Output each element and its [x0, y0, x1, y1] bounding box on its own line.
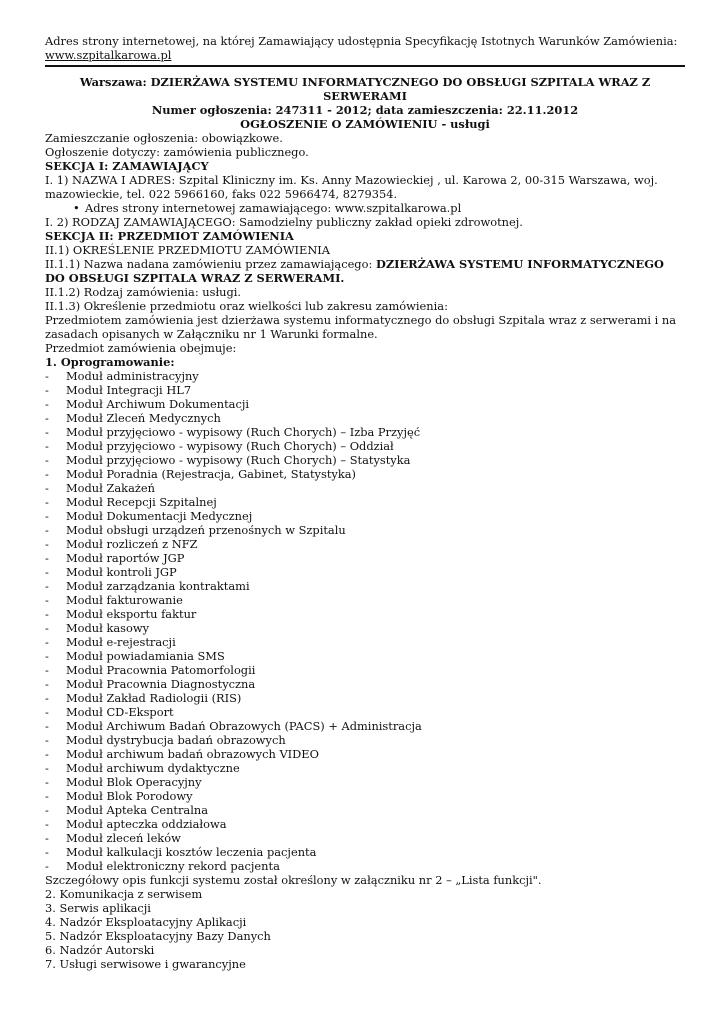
module-item: - Moduł Pracownia Diagnostyczna — [45, 677, 685, 691]
module-item: - Moduł apteczka oddziałowa — [45, 817, 685, 831]
detail-note: Szczegółowy opis funkcji systemu został określony w załączniku nr 2 – „Lista funkcji". — [45, 873, 542, 887]
section-2-heading: SEKCJA II: PRZEDMIOT ZAMÓWIENIA — [45, 229, 294, 243]
numbered-item: 3. Serwis aplikacji — [45, 901, 151, 915]
order-name-value: DZIERŻAWA SYSTEMU INFORMATYCZNEGO DO OBSŁUGI SZPITALA WRAZ Z SERWERAMI. — [45, 257, 664, 285]
module-item: - Moduł raportów JGP — [45, 551, 685, 565]
module-item: - Moduł administracyjny — [45, 369, 685, 383]
section-1-bullets — [45, 201, 685, 215]
section-1-heading: SEKCJA I: ZAMAWIAJĄCY — [45, 159, 209, 173]
item-list — [45, 887, 685, 971]
module-item: - Moduł obsługi urządzeń przenośnych w Szpitalu — [45, 523, 685, 537]
module-item: - Moduł dystrybucja badań obrazowych — [45, 733, 685, 747]
concerns-note: Ogłoszenie dotyczy: zamówienia publicznego. — [45, 145, 309, 159]
module-item: - Moduł kontroli JGP — [45, 565, 685, 579]
module-item: - Moduł eksportu faktur — [45, 607, 685, 621]
module-item: - Moduł przyjęciowo - wypisowy (Ruch Chorych) – Oddział — [45, 439, 685, 453]
section-2-sub1: II.1) OKREŚLENIE PRZEDMIOTU ZAMÓWIENIA — [45, 243, 331, 257]
module-item: - Moduł powiadamiania SMS — [45, 649, 685, 663]
module-item: - Moduł kasowy — [45, 621, 685, 635]
numbered-item: 5. Nadzór Eksploatacyjny Bazy Danych — [45, 929, 271, 943]
placement-note: Zamieszczanie ogłoszenia: obowiązkowe. — [45, 131, 283, 145]
module-item: - Moduł Zakład Radiologii (RIS) — [45, 691, 685, 705]
module-item: - Moduł przyjęciowo - wypisowy (Ruch Chorych) – Izba Przyjęć — [45, 425, 685, 439]
module-item: - Moduł przyjęciowo - wypisowy (Ruch Chorych) – Statystyka — [45, 453, 685, 467]
scope-text: Przedmiotem zamówienia jest dzierżawa systemu informatycznego do obsługi Szpitala wraz z serwerami i na zasadach opisanych w Załączniku nr 1 Warunki formalne. — [45, 313, 677, 341]
module-item: - Moduł archiwum dydaktyczne — [45, 761, 685, 775]
includes-label: Przedmiot zamówienia obejmuje: — [45, 341, 237, 355]
module-list — [45, 369, 685, 873]
module-item: - Moduł zleceń leków — [45, 831, 685, 845]
section-1-type: I. 2) RODZAJ ZAMAWIAJĄCEGO: Samodzielny publiczny zakład opieki zdrowotnej. — [45, 215, 523, 229]
module-item: - Moduł Archiwum Dokumentacji — [45, 397, 685, 411]
order-kind: II.1.2) Rodzaj zamówienia: usługi. — [45, 285, 242, 299]
document-page — [45, 34, 685, 971]
module-item: - Moduł fakturowanie — [45, 593, 685, 607]
numbered-item: 7. Usługi serwisowe i gwarancyjne — [45, 957, 246, 971]
module-item: - Moduł elektroniczny rekord pacjenta — [45, 859, 685, 873]
module-item: - Moduł Archiwum Badań Obrazowych (PACS) + Administracja — [45, 719, 685, 733]
module-item: - Moduł kalkulacji kosztów leczenia pacjenta — [45, 845, 685, 859]
section-1-address: I. 1) NAZWA I ADRES: Szpital Kliniczny im. Ks. Anny Mazowieckiej , ul. Karowa 2, 00-315 Warszawa, woj. mazowieckie, tel. 022 5966160, faks 022 5966474, 8279354. — [45, 173, 658, 201]
section-1-website: • Adres strony internetowej zamawiającego: www.szpitalkarowa.pl — [85, 201, 685, 215]
software-heading: 1. Oprogramowanie: — [45, 355, 175, 369]
header-divider — [45, 65, 685, 67]
numbered-item: 4. Nadzór Eksploatacyjny Aplikacji — [45, 915, 247, 929]
scope-heading: II.1.3) Określenie przedmiotu oraz wielkości lub zakresu zamówienia: — [45, 299, 448, 313]
module-item: - Moduł Poradnia (Rejestracja, Gabinet, Statystyka) — [45, 467, 685, 481]
module-item: - Moduł Recepcji Szpitalnej — [45, 495, 685, 509]
module-item: - Moduł Pracownia Patomorfologii — [45, 663, 685, 677]
module-item: - Moduł Zakażeń — [45, 481, 685, 495]
module-item: - Moduł Dokumentacji Medycznej — [45, 509, 685, 523]
module-item: - Moduł zarządzania kontraktami — [45, 579, 685, 593]
module-item: - Moduł Integracji HL7 — [45, 383, 685, 397]
module-item: - Moduł CD-Eksport — [45, 705, 685, 719]
module-item: - Moduł archiwum badań obrazowych VIDEO — [45, 747, 685, 761]
module-item: - Moduł Blok Operacyjny — [45, 775, 685, 789]
numbered-item: 6. Nadzór Autorski — [45, 943, 155, 957]
title-line-1: Warszawa: DZIERŻAWA SYSTEMU INFORMATYCZNEGO DO OBSŁUGI SZPITALA WRAZ Z SERWERAMI — [79, 75, 651, 103]
title-line-3: OGŁOSZENIE O ZAMÓWIENIU - usługi — [240, 117, 490, 131]
order-name-prefix: II.1.1) Nazwa nadana zamówieniu przez zamawiającego: — [45, 257, 373, 271]
numbered-item: 2. Komunikacja z serwisem — [45, 887, 203, 901]
module-item: - Moduł Blok Porodowy — [45, 789, 685, 803]
module-item: - Moduł e-rejestracji — [45, 635, 685, 649]
module-item: - Moduł Apteka Centralna — [45, 803, 685, 817]
header-intro: Adres strony internetowej, na której Zamawiający udostępnia Specyfikację Istotnych Warunków Zamówienia: — [45, 34, 678, 48]
module-item: - Moduł Zleceń Medycznych — [45, 411, 685, 425]
module-item: - Moduł rozliczeń z NFZ — [45, 537, 685, 551]
header-url-link[interactable]: www.szpitalkarowa.pl — [45, 48, 172, 62]
title-line-2: Numer ogłoszenia: 247311 - 2012; data zamieszczenia: 22.11.2012 — [151, 103, 579, 117]
order-name — [45, 257, 685, 285]
